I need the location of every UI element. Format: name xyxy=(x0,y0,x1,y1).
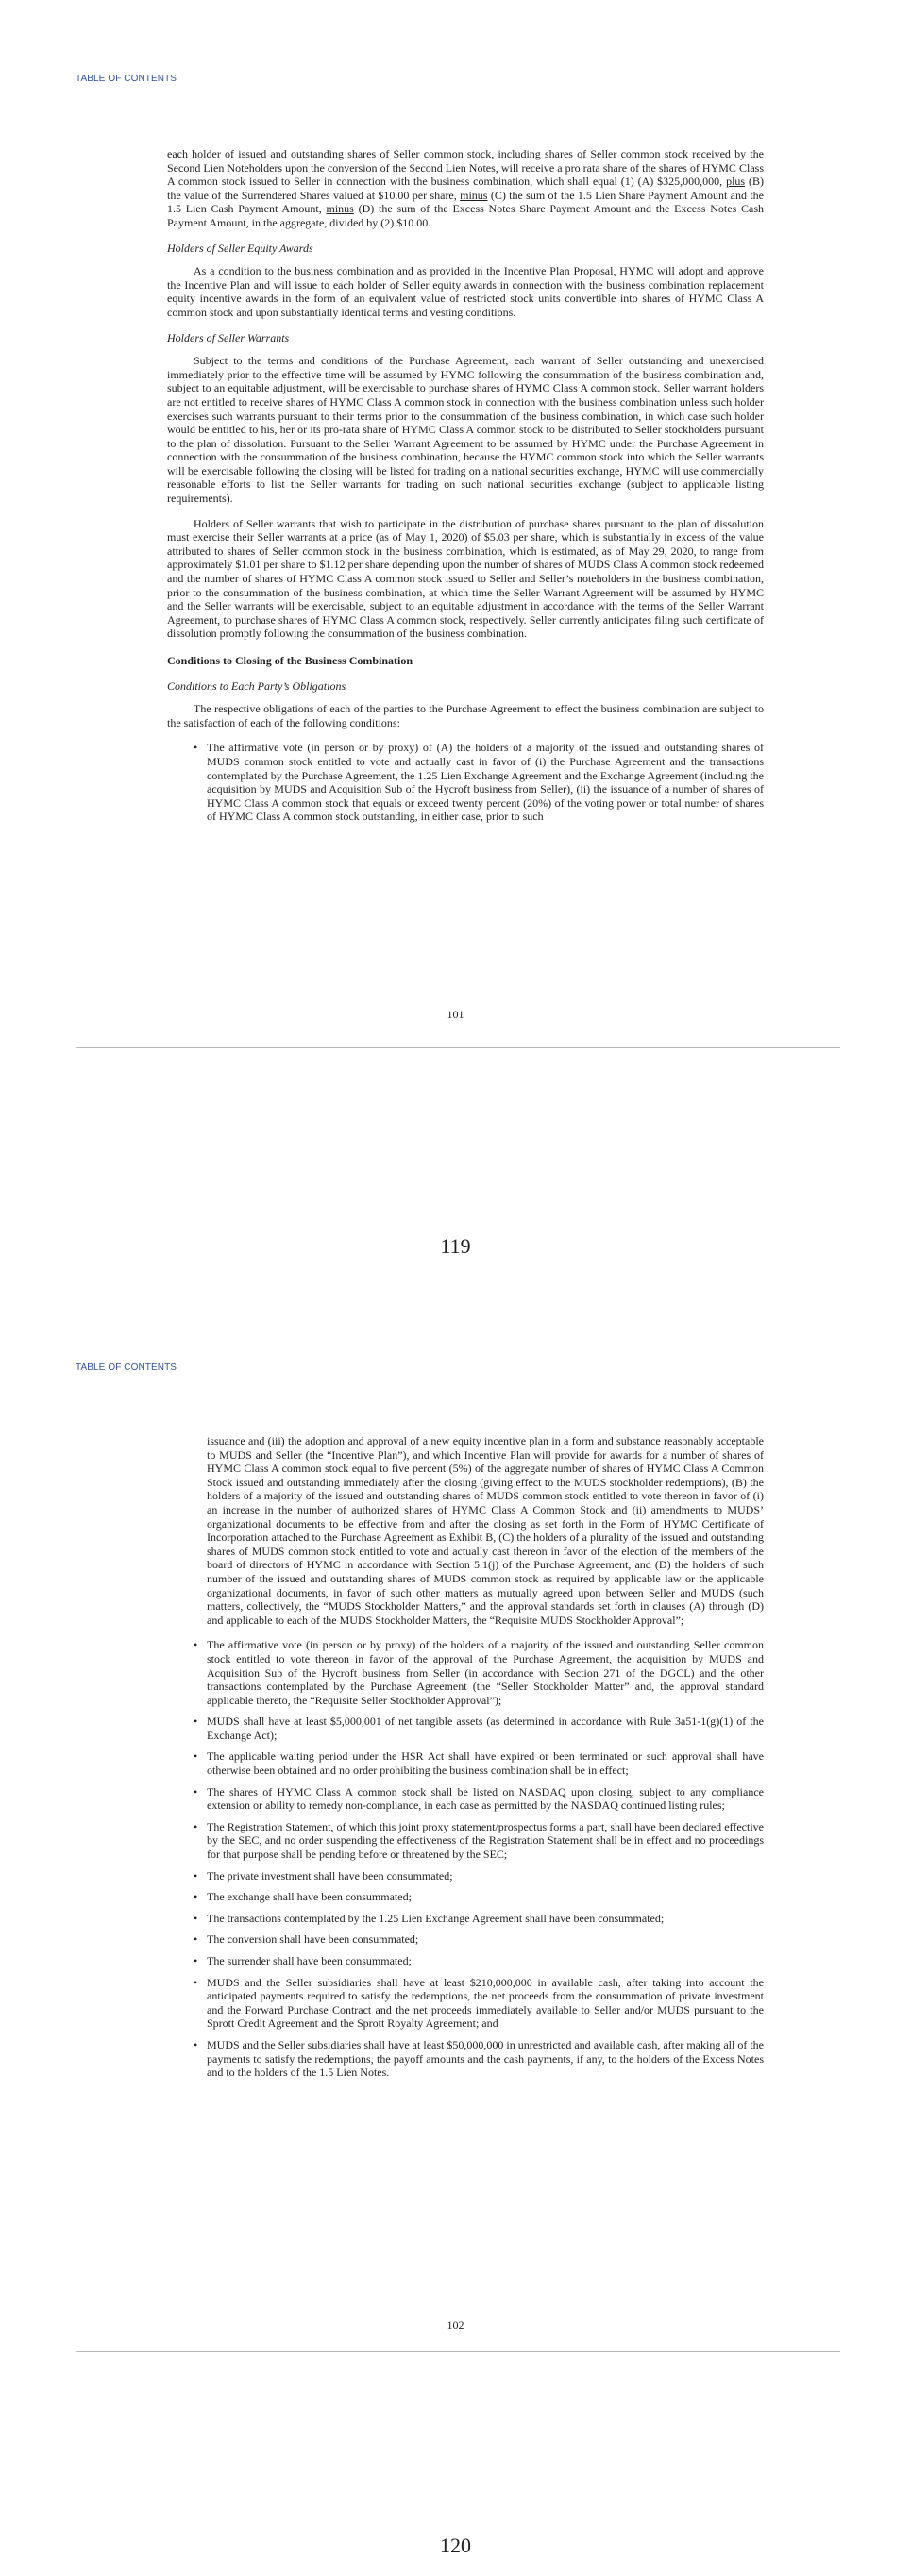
list-item xyxy=(167,1785,764,1813)
list-item xyxy=(167,1932,764,1947)
underlined-plus: plus xyxy=(726,175,746,189)
page-footer-number: 102 xyxy=(447,2318,464,2332)
bullet-icon: • xyxy=(194,1784,198,1798)
list-item-text: The private investment shall have been consummated; xyxy=(207,1868,453,1882)
paragraph-equity-awards: As a condition to the business combination and as provided in the Incentive Plan Proposal, HYMC will adopt and approve the Incentive Plan and will issue to each holder of Seller equity awards in connection with the business combination replacement equity incentive awards in the form of an equivalent value of restricted stock units convertible into shares of HYMC Class A common stock and upon substantially identical terms and vesting conditions. xyxy=(167,264,764,319)
bullet-icon: • xyxy=(194,1715,198,1729)
bullet-icon: • xyxy=(194,1819,198,1833)
page-footer-number: 101 xyxy=(447,1008,464,1021)
bullet-icon: • xyxy=(194,1749,198,1764)
heading-seller-equity-awards: Holders of Seller Equity Awards xyxy=(167,241,313,255)
list-item xyxy=(167,1890,764,1904)
bullet-icon: • xyxy=(194,2037,198,2051)
list-item-text: The affirmative vote (in person or by proxy) of the holders of a majority of the issued and outstanding Seller common stock entitled to vote thereon in favor of the approval of the Purchase Agreement, the acquisition by MUDS and Acquisition Sub of the Hycroft business from Seller (in accordance with Section 271 of the DGCL) and the other transactions contemplated by the Purchase Agreement (the “Seller Stockholder Matter” and, the approval standard applicable thereto, the “Requisite Seller Stockholder Approval”); xyxy=(207,1638,764,1707)
paragraph-warrants-2: Holders of Seller warrants that wish to participate in the distribution of purchase shares pursuant to the plan of dissolution must exercise their Seller warrants at a price (as of May 1, 2020) of $5.03 per share, which is substantially in excess of the value attributed to shares of Seller common stock in the business combination, which is estimated, as of May 29, 2020, to range from approximately $1.01 per share to $1.12 per share depending upon the number of shares of MUDS Class A common stock redeemed and the number of shares of HYMC Class A common stock issued to Seller and Seller’s noteholders in the business combination, prior to the consummation of the business combination, at which time the Seller Warrant Agreement will be assumed by HYMC and the Seller warrants will be exercisable, subject to an equitable adjustment in accordance with the terms of the Seller Warrant Agreement, to purchase shares of HYMC Class A common stock, respectively. Seller currently anticipates filing such certificate of dissolution promptly following the consummation of the business combination. xyxy=(167,516,764,641)
list-item xyxy=(167,741,764,824)
list-item-text: The shares of HYMC Class A common stock shall be listed on NASDAQ upon closing, subject to any compliance extension or ability to remedy non-compliance, in each case as permitted by the NASDAQ continued listing rules; xyxy=(207,1784,764,1813)
bullet-icon: • xyxy=(194,1954,198,1967)
text-run: (B) the value of the Surrendered Shares valued at $10.00 per share, xyxy=(167,175,764,202)
list-item-text: The affirmative vote (in person or by proxy) of (A) the holders of a majority of the issued and outstanding shares of MUDS common stock entitled to vote and actually cast in favor of (i) the Purchase Agreement and the transactions contemplated by the Purchase Agreement, the 1.25 Lien Exchange Agreement and the Exchange Agreement (including the acquisition by MUDS and Acquisition Sub of the Hycroft business from Seller), (ii) the issuance of a number of shares of HYMC Class A common stock that equals or exceed twenty percent (20%) of the voting power or total number of shares of HYMC Class A common stock outstanding, in either case, prior to such xyxy=(207,741,764,824)
list-item-text: The transactions contemplated by the 1.25 Lien Exchange Agreement shall have been consummated; xyxy=(207,1911,665,1925)
bullet-icon: • xyxy=(194,1868,198,1882)
list-item xyxy=(167,1749,764,1777)
paragraph-conditions: The respective obligations of each of the parties to the Purchase Agreement to effect the business combination are subject to the satisfaction of each of the following conditions: xyxy=(167,702,764,729)
table-of-contents-link[interactable]: TABLE OF CONTENTS xyxy=(76,1363,177,1373)
list-item xyxy=(167,1912,764,1926)
document-page-120 xyxy=(0,1312,911,2576)
conditions-list xyxy=(167,1638,764,2079)
page-body xyxy=(167,147,764,831)
list-item-text: The surrender shall have been consummated; xyxy=(207,1954,412,1967)
conditions-list xyxy=(167,741,764,824)
list-item-text: The applicable waiting period under the HSR Act shall have expired or been terminated or such approval shall have otherwise been obtained and no order prohibiting the business combination shall be in effect; xyxy=(207,1749,764,1778)
bullet-icon: • xyxy=(194,1638,198,1652)
paragraph-warrants-1: Subject to the terms and conditions of the Purchase Agreement, each warrant of Seller outstanding and unexercised immediately prior to the effective time will be assumed by HYMC following the consummation of the business combination and, subject to an equitable adjustment, will be exercisable to purchase shares of HYMC Class A common stock. Seller warrant holders are not entitled to receive shares of HYMC Class A common stock in connection with the business combination unless such holder exercises such warrants pursuant to their terms prior to the consummation of the business combination, in which case such holder would be entitled to his, her or its pro-rata share of HYMC Class A common stock to be distributed to Seller stockholders pursuant to the plan of dissolution. Pursuant to the Seller Warrant Agreement to be assumed by HYMC under the Purchase Agreement in connection with the consummation of the business combination, because the HYMC common stock into which the Seller warrants will be exercisable following the closing will be listed for trading on a national securities exchange, HYMC will use commercially reasonable efforts to list the Seller warrants for trading on such national securities exchange (subject to applicable listing requirements). xyxy=(167,354,764,506)
page-divider xyxy=(76,1047,840,1048)
bullet-icon: • xyxy=(194,1911,198,1925)
list-item-continuation: issuance and (iii) the adoption and approval of a new equity incentive plan in a form and substance reasonably acceptable to MUDS and Seller (the “Incentive Plan”), and which Incentive Plan will provide for awards for a number of shares of HYMC Class A common stock equal to five percent (5%) of the aggregate number of shares of HYMC Class A Common Stock issued and outstanding immediately after the closing (giving effect to the MUDS stockholder redemptions), (B) the holders of a majority of the issued and outstanding shares of MUDS common stock entitled to vote thereon in favor of (i) an increase in the number of authorized shares of HYMC Class A Common Stock and (ii) amendments to MUDS’ organizational documents to be effective from and after the closing as set forth in the Form of HYMC Certificate of Incorporation attached to the Purchase Agreement as Exhibit B, (C) the holders of a plurality of the issued and outstanding shares of MUDS common stock entitled to vote and actually cast thereon in favor of the election of the members of the board of directors of HYMC in accordance with Section 5.1(j) of the Purchase Agreement, and (D) the holders of such number of the issued and outstanding shares of MUDS common stock as required by applicable law or the applicable organizational documents, in favor of such other matters as mutually agreed upon between Seller and MUDS (such matters, collectively, the “MUDS Stockholder Matters,” and the approval standards set forth in clauses (A) through (D) and applicable to each of the MUDS Stockholder Matters, the “Requisite MUDS Stockholder Approval”; xyxy=(207,1434,764,1627)
list-item-text: The exchange shall have been consummated; xyxy=(207,1890,412,1904)
bullet-icon: • xyxy=(194,741,198,755)
page-body xyxy=(167,1434,764,2087)
list-item xyxy=(167,1869,764,1883)
heading-seller-warrants: Holders of Seller Warrants xyxy=(167,330,290,344)
list-item-text: The Registration Statement, of which this joint proxy statement/prospectus forms a part, shall have been declared effective by the SEC, and no order suspending the effectiveness of the Registration Statement shall be in effect and no proceedings for that purpose shall be pending before or threatened by the SEC; xyxy=(207,1819,764,1862)
heading-conditions-to-closing: Conditions to Closing of the Business Combination xyxy=(167,654,413,667)
list-item-text: The conversion shall have been consummated; xyxy=(207,1932,419,1947)
list-item xyxy=(167,1820,764,1862)
bullet-icon: • xyxy=(194,1932,198,1947)
list-item-text: MUDS shall have at least $5,000,001 of net tangible assets (as determined in accordance with Rule 3a51-1(g)(1) of the Exchange Act); xyxy=(207,1715,764,1742)
list-item xyxy=(167,1954,764,1968)
bullet-icon: • xyxy=(194,1975,198,1989)
page-sequence-number: 120 xyxy=(440,2534,471,2557)
page-divider xyxy=(76,2351,840,2352)
underlined-minus: minus xyxy=(460,188,488,202)
paragraph-seller-common-stock xyxy=(167,147,764,230)
heading-each-party-obligations: Conditions to Each Party’s Obligations xyxy=(167,678,346,693)
list-item xyxy=(167,2038,764,2080)
text-run: (D) the sum of the Excess Notes Share Payment Amount and the Excess Notes Cash Payment Amount, in the aggregate, divided by (2) $10.00. xyxy=(167,202,765,229)
text-run: (C) the sum of the 1.5 Lien Share Payment Amount and the 1.5 Lien Cash Payment Amount, xyxy=(167,188,764,216)
list-item-text: MUDS and the Seller subsidiaries shall have at least $210,000,000 in available cash, after taking into account the anticipated payments required to satisfy the redemptions, the net proceeds from the consummation of private investment and the Forward Purchase Contract and the net proceeds immediately available to Seller and/or MUDS pursuant to the Sprott Credit Agreement and the Sprott Royalty Agreement; and xyxy=(207,1975,764,2031)
list-item xyxy=(167,1715,764,1742)
bullet-icon: • xyxy=(194,1890,198,1904)
list-item xyxy=(167,1976,764,2031)
table-of-contents-link[interactable]: TABLE OF CONTENTS xyxy=(76,74,177,84)
page-sequence-number: 119 xyxy=(440,1234,471,1258)
list-item xyxy=(167,1638,764,1707)
text-run: each holder of issued and outstanding shares of Seller common stock, including shares of Seller common stock received by the Second Lien Noteholders upon the conversion of the Second Lien Notes, will receive a pro rata share of the shares of HYMC Class A common stock issued to Seller in connection with the business combination, which shall equal (1) (A) $325,000,000, xyxy=(167,147,764,189)
underlined-minus: minus xyxy=(326,202,354,216)
list-item-text: MUDS and the Seller subsidiaries shall have at least $50,000,000 in unrestricted and available cash, after making all of the payments to satisfy the redemptions, the payoff amounts and the cash payments, if any, to the holders of the Excess Notes and to the holders of the 1.5 Lien Notes. xyxy=(207,2037,764,2080)
